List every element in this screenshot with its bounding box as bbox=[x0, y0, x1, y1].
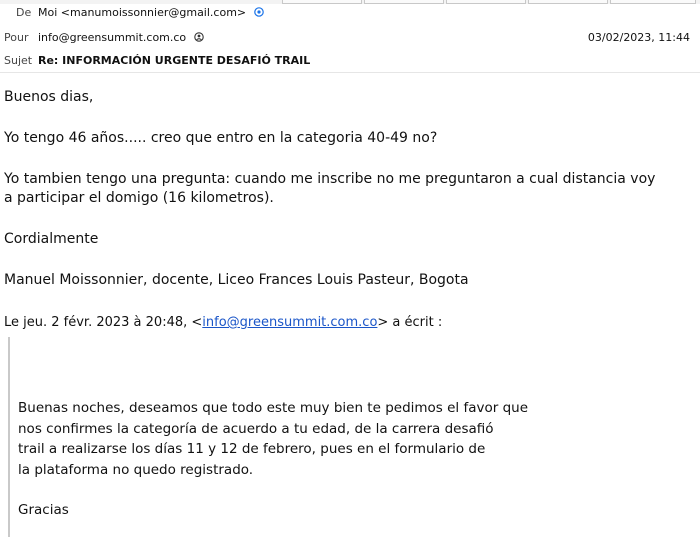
quote-sender-link[interactable]: info@greensummit.com.co bbox=[202, 315, 378, 330]
subject-label: Sujet bbox=[4, 54, 33, 67]
body-paragraph: Yo tengo 46 años..... creo que entro en la categoria 40-49 no? bbox=[4, 130, 438, 146]
to-address[interactable] bbox=[38, 28, 204, 48]
quoted-thanks: Gracias bbox=[18, 502, 69, 518]
message-body bbox=[4, 80, 694, 290]
to-label: Pour bbox=[4, 31, 29, 44]
from-address[interactable] bbox=[38, 3, 264, 23]
body-paragraph: Yo tambien tengo una pregunta: cuando me inscribe no me preguntaron a cual distancia voy bbox=[4, 171, 656, 187]
subject-row bbox=[0, 51, 700, 71]
to-row bbox=[0, 28, 700, 48]
from-address-text[interactable]: Moi <manumoissonnier@gmail.com> bbox=[38, 6, 247, 19]
header-divider bbox=[0, 72, 700, 73]
quote-attribution bbox=[4, 314, 442, 332]
body-paragraph: a participar el domigo (16 kilometros). bbox=[4, 190, 274, 206]
quoted-line: nos confirmes la categoría de acuerdo a tu edad, de la carrera desafió bbox=[18, 420, 494, 437]
message-date: 03/02/2023, 11:44 bbox=[587, 31, 690, 44]
quote-attribution-prefix: Le jeu. 2 févr. 2023 à 20:48, < bbox=[4, 315, 203, 330]
quoted-line: la plataforma no quedo registrado. bbox=[18, 461, 254, 478]
verified-account-icon[interactable] bbox=[254, 7, 264, 17]
quoted-message bbox=[18, 398, 658, 521]
signature-text: Manuel Moissonnier, docente, Liceo Frances Louis Pasteur, Bogota bbox=[4, 272, 469, 288]
quote-attribution-suffix: > a écrit : bbox=[377, 315, 443, 330]
subject-text: Re: INFORMACIÓN URGENTE DESAFIÓ TRAIL bbox=[38, 54, 311, 67]
greeting-text: Buenos dias, bbox=[4, 89, 94, 105]
closing-text: Cordialmente bbox=[4, 231, 99, 247]
from-row bbox=[0, 3, 700, 23]
contact-card-icon[interactable] bbox=[194, 32, 204, 42]
to-address-text[interactable]: info@greensummit.com.co bbox=[38, 31, 187, 44]
from-label: De bbox=[16, 6, 32, 19]
quoted-line: trail a realizarse los días 11 y 12 de febrero, pues en el formulario de bbox=[18, 441, 486, 457]
quoted-line: Buenas noches, deseamos que todo este muy bien te pedimos el favor que bbox=[18, 400, 529, 416]
